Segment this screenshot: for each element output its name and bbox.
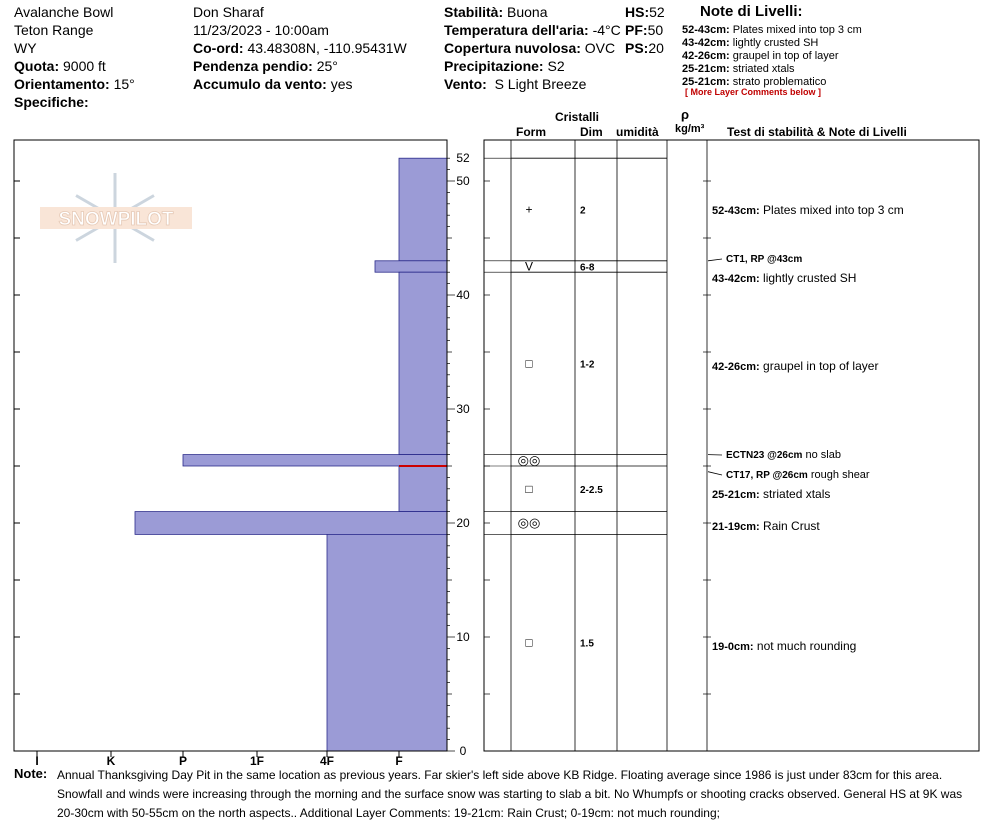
hardness-bar [183, 455, 447, 466]
elevation-label: Quota: [14, 58, 60, 74]
height-axis-label: 40 [456, 288, 470, 302]
layer-comment: 52-43cm: Plates mixed into top 3 cm [712, 203, 904, 217]
cristalli-header: Cristalli [555, 110, 600, 124]
hardness-axis-label: I [35, 754, 39, 768]
hardness-axis-label: P [178, 754, 188, 768]
crystal-form-symbol: V [524, 259, 534, 274]
layer-comment: 19-0cm: not much rounding [712, 639, 857, 653]
stability-label: Stabilità: [444, 4, 504, 20]
stability-test-arrow [708, 259, 722, 261]
rho-header: ρ [681, 107, 690, 122]
layer-note-range: 42-26cm: [682, 50, 730, 62]
notes-label: Note: [14, 766, 48, 781]
crystal-size-value: 2-2.5 [580, 484, 603, 496]
ps-label: PS: [625, 40, 649, 56]
slope-value: 25° [316, 58, 338, 74]
aspect-value: 15° [113, 76, 135, 92]
aspect-label: Orientamento: [14, 76, 110, 92]
layer-note-text: graupel in top of layer [732, 50, 839, 62]
hardness-bar [135, 512, 447, 535]
crystal-size-value: 2 [580, 205, 586, 217]
crystal-form-symbol: □ [525, 481, 533, 496]
height-axis-label: 50 [456, 174, 470, 188]
layer-comment-text: not much rounding [753, 639, 857, 653]
range-name: Teton Range [14, 22, 94, 38]
cloud-value: OVC [584, 40, 616, 56]
hs-value: 52 [649, 4, 665, 20]
hardness-bar [327, 534, 447, 751]
tests-header: Test di stabilità & Note di Livelli [727, 125, 907, 139]
layer-comment: 42-26cm: graupel in top of layer [712, 359, 879, 373]
layer-comment-text: striated xtals [759, 487, 831, 501]
state-name: WY [14, 40, 37, 56]
layer-notes-title: Note di Livelli: [700, 3, 803, 20]
pf-label: PF: [625, 22, 648, 38]
crystal-form-symbol: ◎◎ [517, 515, 541, 530]
coords-value: 43.48308N, -110.95431W [247, 40, 407, 56]
hs-label: HS: [625, 4, 650, 20]
crystal-size-value: 1-2 [580, 359, 595, 371]
layer-note-range: 52-43cm: [682, 24, 730, 36]
height-axis-label: 10 [456, 630, 470, 644]
crystal-size-value: 6-8 [580, 262, 595, 274]
hardness-bar [399, 158, 447, 261]
crystal-size-value: 1.5 [580, 638, 594, 650]
stability-value: Buona [507, 4, 548, 20]
layer-comment: 25-21cm: striated xtals [712, 487, 831, 501]
hardness-axis-label: 1F [249, 754, 265, 768]
layer-comment-text: Rain Crust [759, 519, 820, 533]
wind-label: Vento: [444, 76, 487, 92]
height-axis-label: 0 [459, 744, 467, 758]
notes-line-2: Snowfall and winds were increasing through the morning and the surface snow was starting to slab a bit. No Whumpfs or shooting cracks observed. General HS at 9K was [57, 787, 963, 801]
layer-note-text: strato problematico [732, 76, 827, 88]
elevation-value: 9000 ft [63, 58, 106, 74]
layer-comment: 21-19cm: Rain Crust [712, 519, 820, 533]
wind-value: S Light Breeze [494, 76, 587, 92]
layer-note-range: 25-21cm: [682, 76, 730, 88]
layer-comment: 43-42cm: lightly crusted SH [712, 271, 857, 285]
stability-test-comment: no slab [802, 449, 841, 461]
observer-name: Don Sharaf [193, 4, 264, 20]
stability-test-label: ECTN23 @26cm no slab [726, 449, 841, 461]
air-temp-label: Temperatura dell'aria: [444, 22, 589, 38]
precip-value: S2 [547, 58, 565, 74]
crystal-form-symbol: + [525, 202, 533, 217]
stability-test-label: CT17, RP @26cm rough shear [726, 469, 870, 481]
umidita-header: umidità [616, 125, 659, 139]
hardness-axis-label: F [395, 754, 403, 768]
hardness-axis-label: 4F [319, 754, 335, 768]
layer-note-range: 25-21cm: [682, 63, 730, 75]
density-unit-header: kg/m³ [675, 123, 705, 135]
logo-text: SNOWPILOT [58, 209, 174, 230]
height-axis-label: 30 [456, 402, 470, 416]
layer-note-text: Plates mixed into top 3 cm [732, 24, 862, 36]
stability-test-arrow [708, 472, 722, 475]
hardness-bar [399, 272, 447, 454]
cloud-label: Copertura nuvolosa: [444, 40, 581, 56]
notes-line-1: Annual Thanksgiving Day Pit in the same location as previous years. Far skier's left side above KB Ridge. Floating average since 1986 is just under 83cm for this area. [57, 768, 943, 782]
wind-loading-value: yes [330, 76, 353, 92]
observation-datetime: 11/23/2023 - 10:00am [193, 22, 329, 38]
notes-line-3: 20-30cm with 50-55cm on the north aspects.. Additional Layer Comments: 19-21cm: Rain Crust; 0-19cm: not much rounding; [57, 806, 720, 820]
precip-label: Precipitazione: [444, 58, 544, 74]
stability-test-comment: rough shear [807, 469, 870, 481]
crystal-form-symbol: □ [525, 356, 533, 371]
layer-comment-text: graupel in top of layer [759, 359, 879, 373]
coords-label: Co-ord: [193, 40, 244, 56]
stability-test-label: CT1, RP @43cm [726, 254, 803, 265]
location-name: Avalanche Bowl [14, 4, 114, 20]
more-comments-link[interactable]: [ More Layer Comments below ] [685, 87, 822, 97]
crystal-form-symbol: □ [525, 635, 533, 650]
slope-label: Pendenza pendio: [193, 58, 313, 74]
height-axis-top-label: 52 [456, 151, 470, 166]
specifics-label: Specifiche: [14, 94, 89, 110]
snowpilot-logo [40, 173, 192, 263]
layer-note-range: 43-42cm: [682, 37, 730, 49]
layer-comment-text: lightly crusted SH [759, 271, 857, 285]
height-axis-label: 20 [456, 516, 470, 530]
crystal-table-frame [484, 140, 979, 751]
ps-value: 20 [648, 40, 664, 56]
wind-loading-label: Accumulo da vento: [193, 76, 327, 92]
hardness-axis-label: K [106, 754, 116, 768]
crystal-form-symbol: ◎◎ [517, 452, 541, 468]
pf-value: 50 [647, 22, 664, 38]
hardness-bar [399, 466, 447, 512]
layer-note-text: lightly crusted SH [732, 37, 819, 49]
air-temp-value: -4°C [592, 22, 621, 38]
hardness-bar [375, 261, 447, 272]
form-header: Form [516, 125, 546, 139]
layer-comment-text: Plates mixed into top 3 cm [759, 203, 904, 217]
dim-header: Dim [580, 125, 603, 139]
layer-note-text: striated xtals [732, 63, 795, 75]
